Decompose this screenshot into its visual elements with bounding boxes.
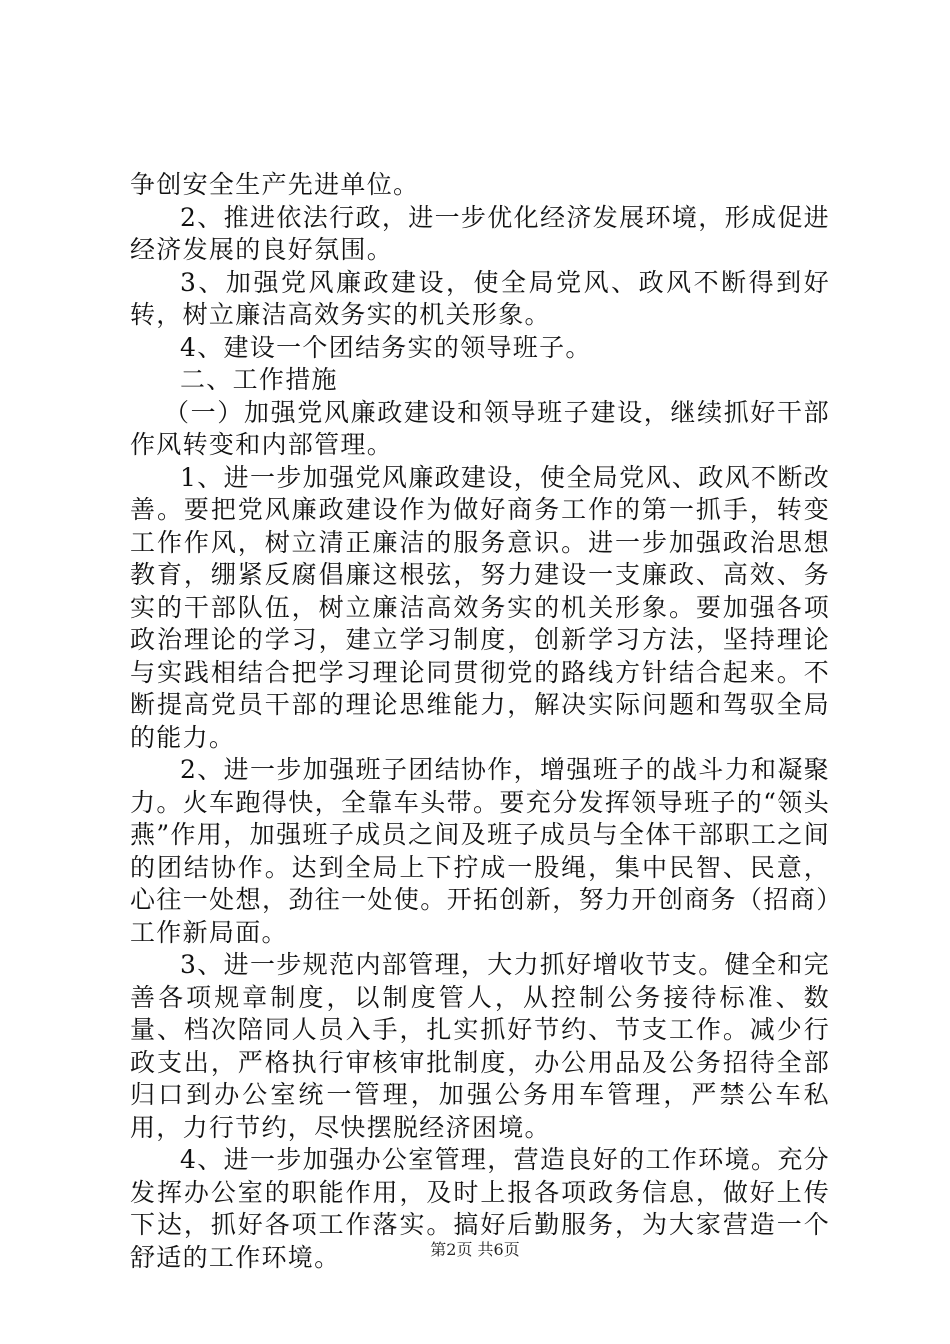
section-heading-measures: 二、工作措施: [180, 365, 338, 394]
paragraph-goal-2: 2、推进依法行政，进一步优化经济发展环境，形成促进经济发展的良好氛围。: [130, 202, 830, 264]
paragraph-continuation: 争创安全生产先进单位。: [130, 170, 420, 199]
paragraph-goal-4: 4、建设一个团结务实的领导班子。: [180, 332, 592, 362]
document-body: [130, 169, 830, 1274]
paragraph-measure-1: 1、进一步加强党风廉政建设，使全局党风、政风不断改善。要把党风廉政建设作为做好商务工作的第一抓手，转变工作作风，树立清正廉洁的服务意识。进一步加强政治思想教育，绷紧反腐倡廉这根弦，努力建设一支廉政、高效、务实的干部队伍，树立廉洁高效务实的机关形象。要加强各项政治理论的学习，建立学习制度，创新学习方法，坚持理论与实践相结合把学习理论同贯彻党的路线方针结合起来。不断提高党员干部的理论思维能力，解决实际问题和驾驭全局的能力。: [130, 462, 830, 752]
paragraph-measure-2: 2、进一步加强班子团结协作，增强班子的战斗力和凝聚力。火车跑得快，全靠车头带。要充分发挥领导班子的“领头燕”作用，加强班子成员之间及班子成员与全体干部职工之间的团结协作。达到全局上下拧成一股绳，集中民智、民意，心往一处想，劲往一处使。开拓创新，努力开创商务（招商）工作新局面。: [130, 755, 830, 947]
subsection-heading-1: （一）加强党风廉政建设和领导班子建设，继续抓好干部作风转变和内部管理。: [130, 397, 830, 459]
page-number-footer: 第2页 共6页: [430, 1240, 520, 1259]
paragraph-measure-4: 4、进一步加强办公室管理，营造良好的工作环境。充分发挥办公室的职能作用，及时上报各项政务信息，做好上传下达，抓好各项工作落实。搞好后勤服务，为大家营造一个舒适的工作环境。: [130, 1145, 830, 1272]
paragraph-measure-3: 3、进一步规范内部管理，大力抓好增收节支。健全和完善各项规章制度，以制度管人，从控制公务接待标准、数量、档次陪同人员入手，扎实抓好节约、节支工作。减少行政支出，严格执行审核审批制度，办公用品及公务招待全部归口到办公室统一管理，加强公务用车管理，严禁公车私用，力行节约，尽快摆脱经济困境。: [130, 950, 830, 1142]
paragraph-goal-3: 3、加强党风廉政建设，使全局党风、政风不断得到好转，树立廉洁高效务实的机关形象。: [130, 267, 830, 329]
